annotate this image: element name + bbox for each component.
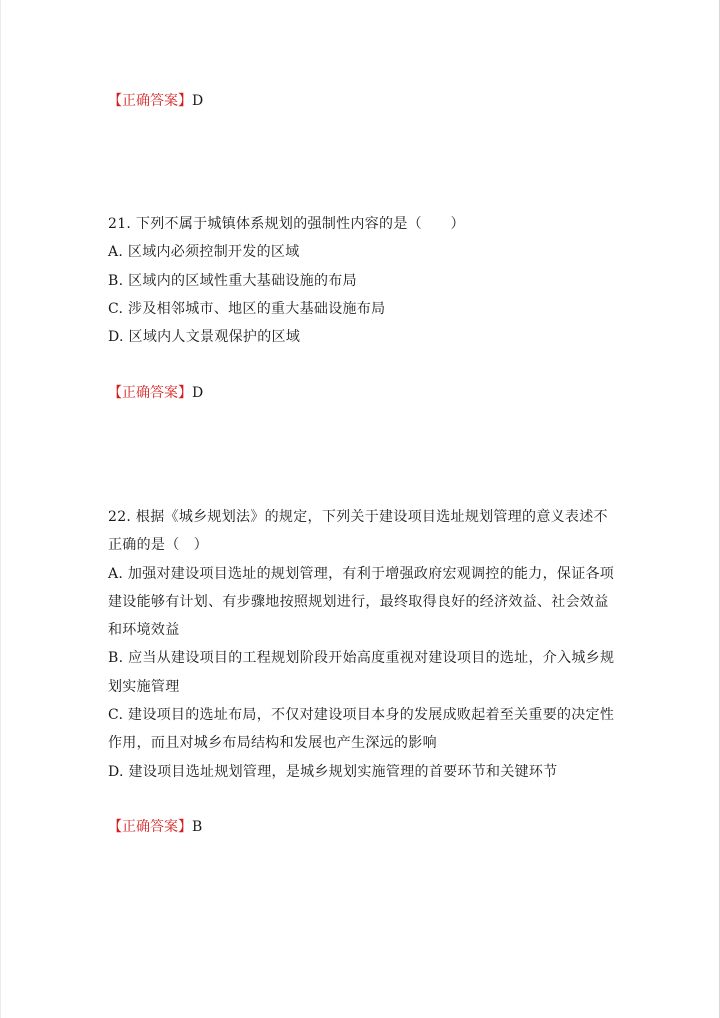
option-d: D. 区域内人文景观保护的区域 <box>108 329 301 346</box>
question-21 <box>108 210 628 351</box>
question-stem: 21. 下列不属于城镇体系规划的强制性内容的是（ ） <box>108 216 465 232</box>
option-d-line-1: D. 建设项目选址规划管理，是城乡规划实施管理的首要环节和关键环节 <box>108 763 558 780</box>
option-b: B. 区域内的区域性重大基础设施的布局 <box>108 272 357 289</box>
page-left-border <box>0 0 1 1018</box>
answer-value: B <box>192 819 203 835</box>
option-a-line-3: 和环境效益 <box>108 622 180 639</box>
question-stem-line-1: 22. 根据《城乡规划法》的规定，下列关于建设项目选址规划管理的意义表述不 <box>108 509 608 525</box>
option-a: A. 区域内必须控制开发的区域 <box>108 244 300 261</box>
option-c-line-2: 作用，而且对城乡布局结构和发展也产生深远的影响 <box>108 735 437 752</box>
question-22 <box>108 503 628 786</box>
answer-label: 【正确答案】 <box>108 819 192 835</box>
answer-label: 【正确答案】 <box>108 93 192 109</box>
answer-value: D <box>192 93 204 109</box>
answer-q21 <box>108 383 203 403</box>
option-b-line-2: 划实施管理 <box>108 678 180 695</box>
option-a-line-1: A. 加强对建设项目选址的规划管理，有利于增强政府宏观调控的能力，保证各项 <box>108 565 615 582</box>
question-stem-line-2: 正确的是（ ） <box>108 537 209 554</box>
answer-q20 <box>108 91 203 111</box>
option-a-line-2: 建设能够有计划、有步骤地按照规划进行，最终取得良好的经济效益、社会效益 <box>108 593 609 610</box>
answer-q22 <box>108 817 202 837</box>
option-c-line-1: C. 建设项目的选址布局，不仅对建设项目本身的发展成败起着至关重要的决定性 <box>108 707 615 724</box>
option-b-line-1: B. 应当从建设项目的工程规划阶段开始高度重视对建设项目的选址，介入城乡规 <box>108 650 615 667</box>
option-c: C. 涉及相邻城市、地区的重大基础设施布局 <box>108 300 386 317</box>
answer-value: D <box>192 385 204 401</box>
answer-label: 【正确答案】 <box>108 385 192 401</box>
